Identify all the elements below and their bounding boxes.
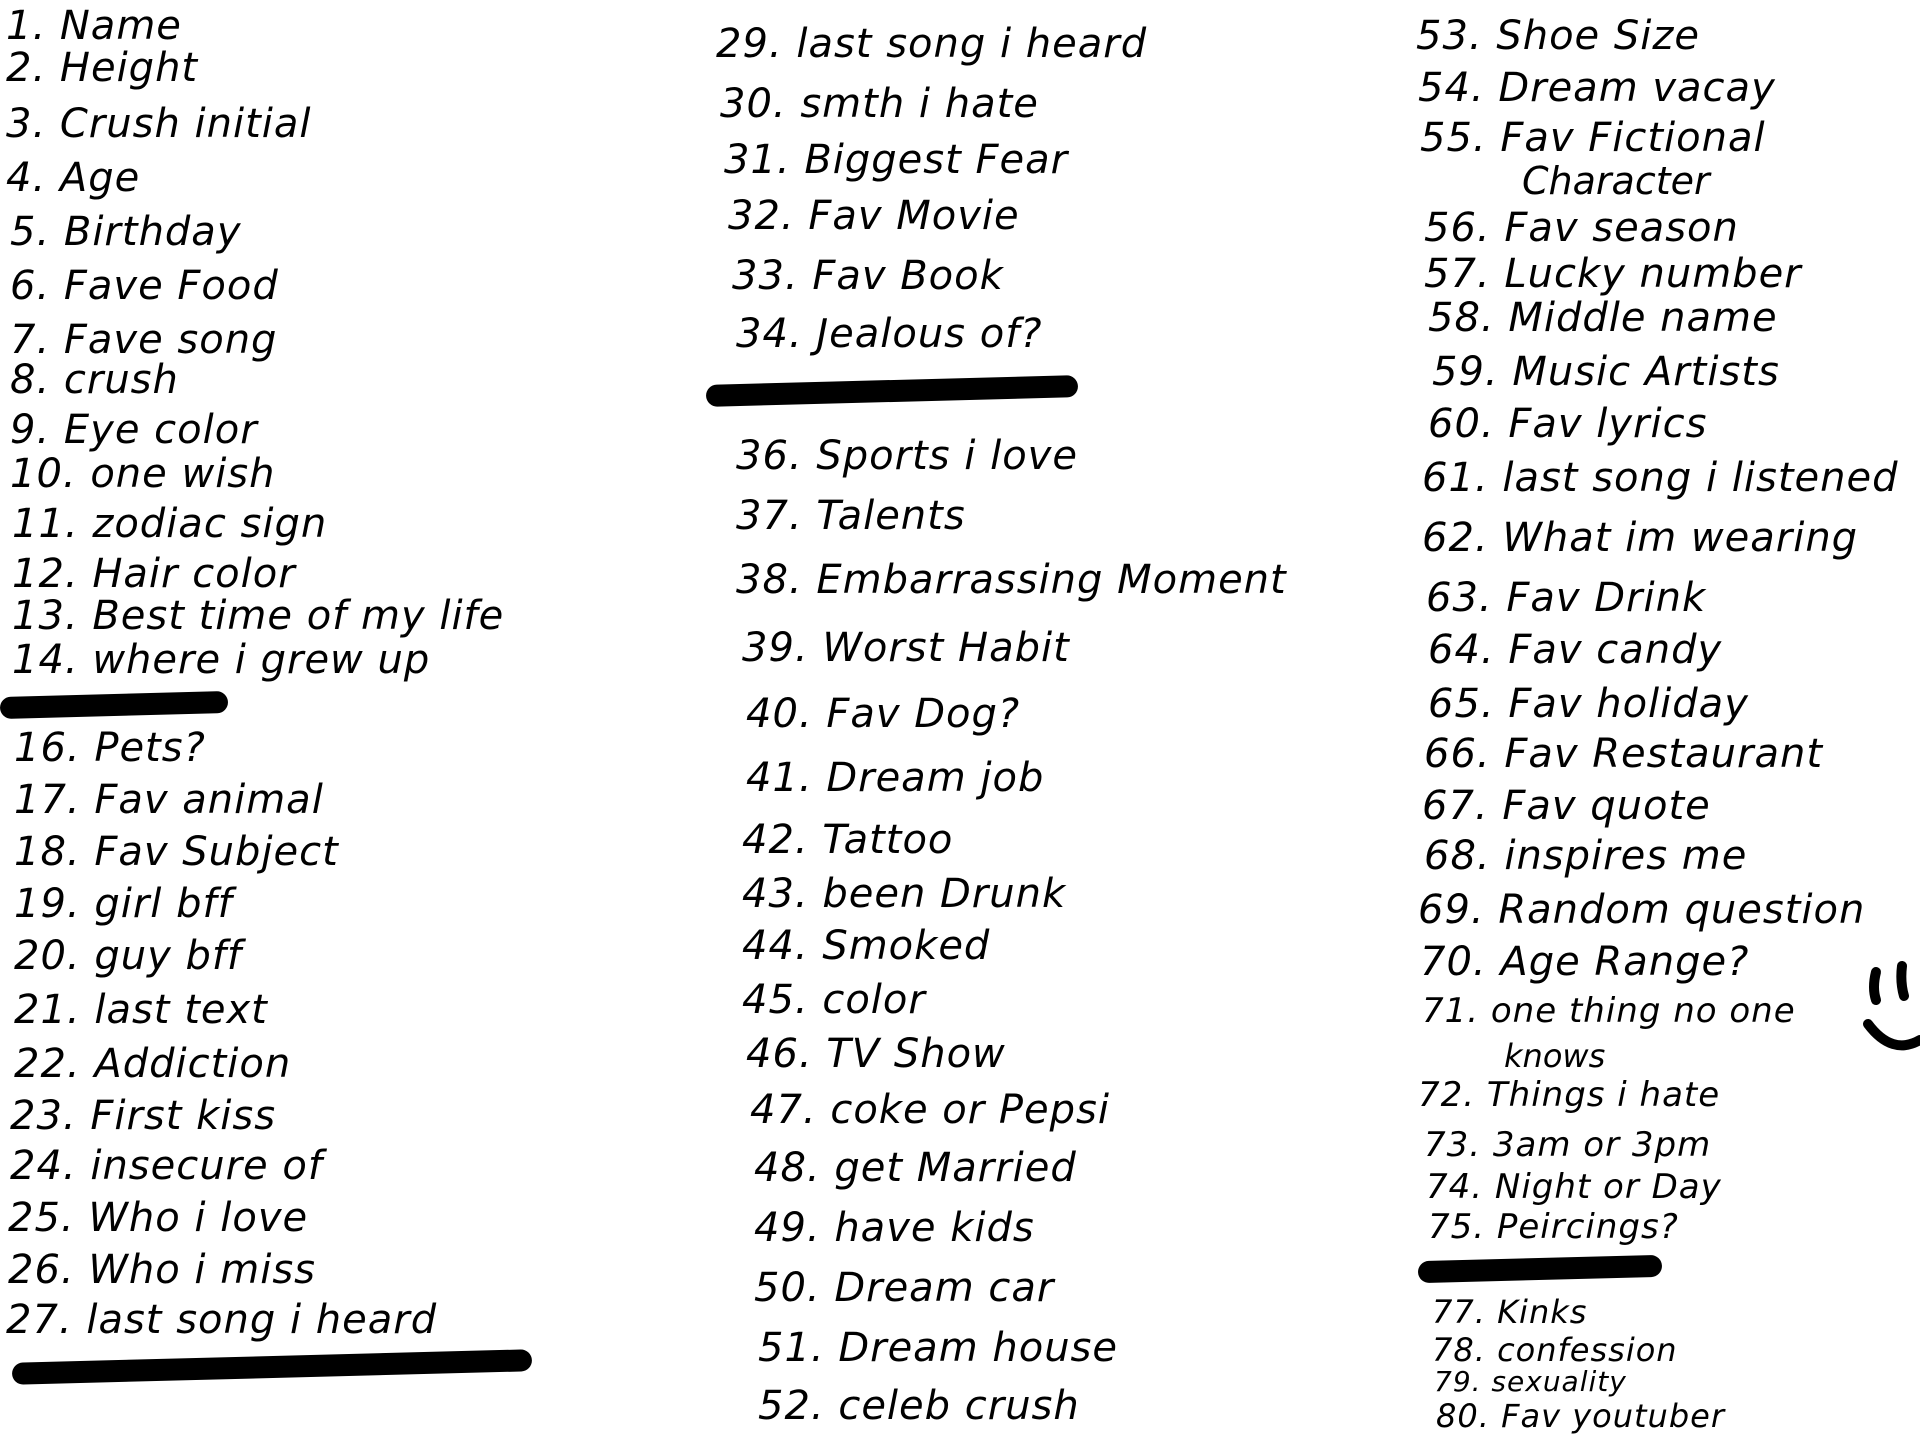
list-item: 46. TV Show — [746, 1031, 1006, 1077]
list-item: 32. Fav Movie — [728, 193, 1020, 239]
list-item: 44. Smoked — [742, 923, 991, 969]
list-item: 78. confession — [1432, 1331, 1678, 1369]
list-item: 13. Best time of my life — [12, 593, 505, 639]
scribbled-out-item — [1418, 1255, 1662, 1283]
list-item: 17. Fav animal — [14, 777, 324, 823]
list-item: 66. Fav Restaurant — [1424, 731, 1824, 777]
list-item: 5. Birthday — [10, 209, 242, 255]
list-item: 79. sexuality — [1434, 1365, 1627, 1398]
scribbled-out-item — [12, 1349, 532, 1385]
list-item: 60. Fav lyrics — [1428, 401, 1708, 447]
list-item: 23. First kiss — [10, 1093, 277, 1139]
list-item: 30. smth i hate — [720, 81, 1039, 127]
list-item: 31. Biggest Fear — [724, 137, 1069, 183]
list-item: 29. last song i heard — [716, 21, 1148, 67]
scribbled-out-item — [706, 375, 1078, 407]
list-item: 69. Random question — [1418, 887, 1866, 933]
list-item-continuation: knows — [1504, 1037, 1606, 1075]
list-item: 9. Eye color — [10, 407, 258, 453]
list-item: 50. Dream car — [754, 1265, 1055, 1311]
list-item: 18. Fav Subject — [14, 829, 339, 875]
list-item: 67. Fav quote — [1422, 783, 1711, 829]
list-item: 62. What im wearing — [1422, 515, 1859, 561]
list-item: 68. inspires me — [1424, 833, 1748, 879]
list-item: 11. zodiac sign — [12, 501, 328, 547]
list-item: 7. Fave song — [10, 317, 278, 363]
list-item: 58. Middle name — [1428, 295, 1778, 341]
list-item: 27. last song i heard — [6, 1297, 438, 1343]
list-item: 57. Lucky number — [1424, 251, 1802, 297]
list-item: 21. last text — [14, 987, 268, 1033]
list-item: 1. Name — [6, 3, 182, 49]
list-item: 37. Talents — [736, 493, 966, 539]
scribbled-out-item — [0, 691, 228, 719]
list-item: 24. insecure of — [10, 1143, 323, 1189]
list-item: 14. where i grew up — [12, 637, 431, 683]
list-item: 42. Tattoo — [742, 817, 954, 863]
list-item: 52. celeb crush — [758, 1383, 1080, 1429]
smiley-face-icon — [1862, 960, 1920, 1060]
list-item: 49. have kids — [754, 1205, 1035, 1251]
list-item: 16. Pets? — [14, 725, 206, 771]
list-item: 33. Fav Book — [732, 253, 1004, 299]
list-item: 43. been Drunk — [742, 871, 1067, 917]
list-item: 55. Fav Fictional — [1420, 115, 1766, 161]
list-item: 72. Things i hate — [1418, 1075, 1721, 1115]
list-item: 41. Dream job — [746, 755, 1045, 801]
list-item: 6. Fave Food — [10, 263, 279, 309]
list-item: 26. Who i miss — [8, 1247, 317, 1293]
list-item: 65. Fav holiday — [1428, 681, 1749, 727]
list-item: 64. Fav candy — [1428, 627, 1723, 673]
list-item: 73. 3am or 3pm — [1424, 1125, 1712, 1165]
list-item: 77. Kinks — [1432, 1293, 1588, 1331]
list-item: 25. Who i love — [8, 1195, 309, 1241]
list-item: 48. get Married — [754, 1145, 1077, 1191]
list-item: 12. Hair color — [12, 551, 296, 597]
list-item: 45. color — [742, 977, 926, 1023]
list-item: 38. Embarrassing Moment — [736, 557, 1287, 603]
list-item: 39. Worst Habit — [742, 625, 1070, 671]
list-item: 53. Shoe Size — [1416, 13, 1700, 59]
list-item: 75. Peircings? — [1428, 1207, 1679, 1247]
list-item: 10. one wish — [10, 451, 276, 497]
list-item: 34. Jealous of? — [736, 311, 1043, 357]
list-item: 40. Fav Dog? — [746, 691, 1021, 737]
list-item: 4. Age — [6, 155, 141, 201]
list-item: 3. Crush initial — [6, 101, 312, 147]
list-item-continuation: Character — [1522, 159, 1710, 203]
list-item: 71. one thing no one — [1422, 991, 1796, 1031]
list-item: 22. Addiction — [14, 1041, 292, 1087]
list-item: 59. Music Artists — [1432, 349, 1780, 395]
list-item: 56. Fav season — [1424, 205, 1739, 251]
list-item: 8. crush — [10, 357, 179, 403]
list-item: 51. Dream house — [758, 1325, 1118, 1371]
list-item: 63. Fav Drink — [1426, 575, 1707, 621]
list-item: 80. Fav youtuber — [1436, 1397, 1725, 1435]
list-item: 70. Age Range? — [1420, 939, 1750, 985]
list-item: 20. guy bff — [14, 933, 243, 979]
list-item: 47. coke or Pepsi — [750, 1087, 1110, 1133]
list-item: 54. Dream vacay — [1418, 65, 1776, 111]
list-item: 74. Night or Day — [1426, 1167, 1722, 1207]
list-item: 2. Height — [6, 45, 199, 91]
list-item: 19. girl bff — [14, 881, 233, 927]
list-item: 61. last song i listened — [1422, 455, 1899, 501]
list-item: 36. Sports i love — [736, 433, 1078, 479]
